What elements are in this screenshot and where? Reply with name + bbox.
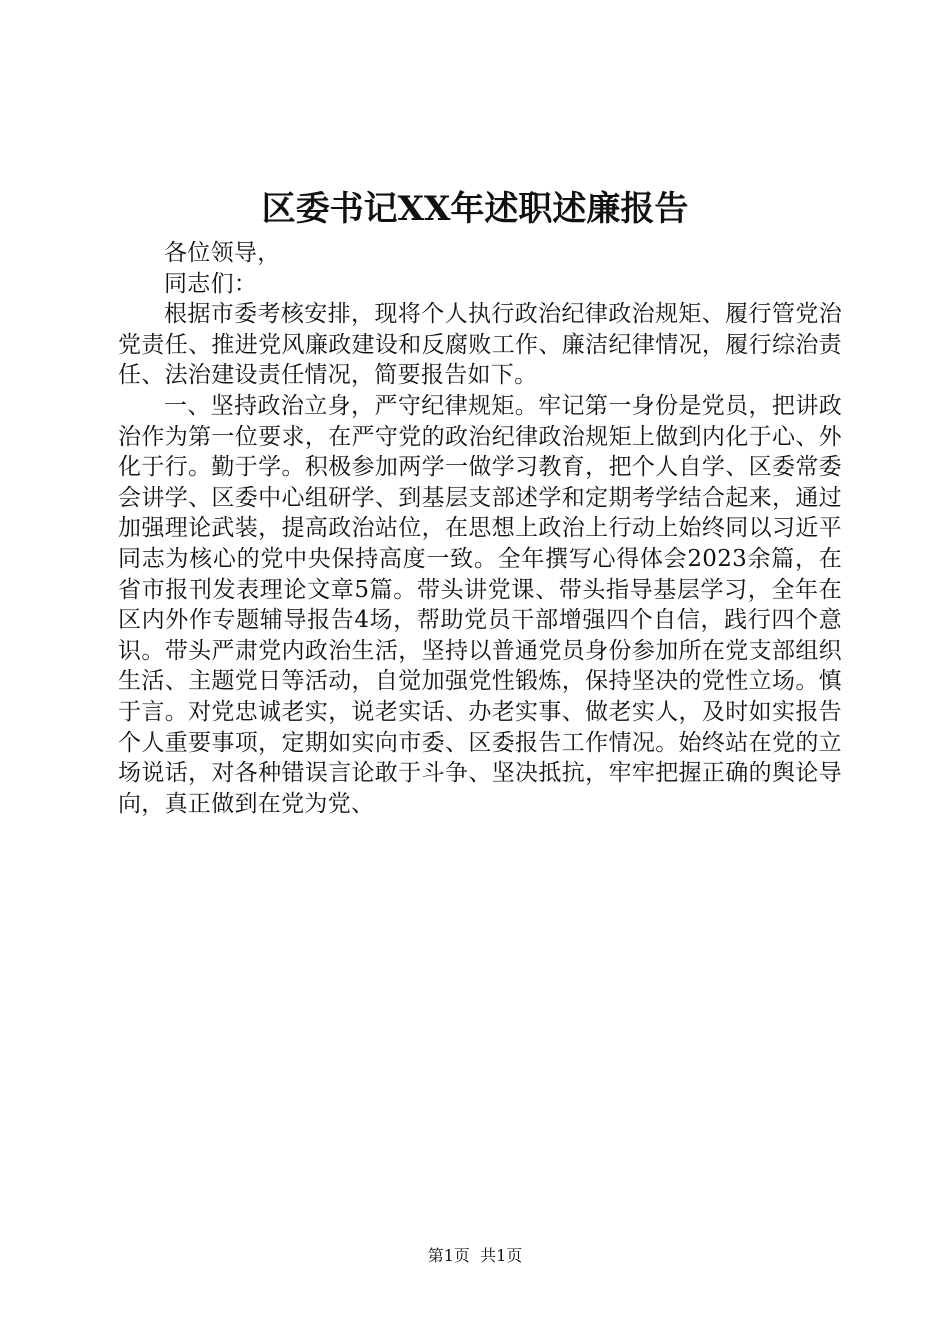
document-title: 区委书记XX年述职述廉报告 (261, 189, 689, 229)
salutation-leaders: 各位领导， (164, 240, 281, 266)
intro-paragraph: 根据市委考核安排，现将个人执行政治纪律政治规矩、履行管党治党责任、推进党风廉政建设和反腐败工作、廉洁纪律情况，履行综治责任、法治建设责任情况，简要报告如下。 (118, 301, 842, 389)
document-body (118, 238, 842, 819)
page-footer: 第1页 共1页 (427, 1246, 523, 1265)
section-one-paragraph: 一、坚持政治立身，严守纪律规矩。牢记第一身份是党员，把讲政治作为第一位要求，在严守党的政治纪律政治规矩上做到内化于心、外化于行。勤于学。积极参加两学一做学习教育，把个人自学、区委常委会讲学、区委中心组研学、到基层支部述学和定期考学结合起来，通过加强理论武装，提高政治站位，在思想上政治上行动上始终同以习近平同志为核心的党中央保持高度一致。全年撰写心得体会2023余篇，在省市报刊发表理论文章5篇。带头讲党课、带头指导基层学习，全年在区内外作专题辅导报告4场，帮助党员干部增强四个自信，践行四个意识。带头严肃党内政治生活，坚持以普通党员身份参加所在党支部组织生活、主题党日等活动，自觉加强党性锻炼，保持坚决的党性立场。慎于言。对党忠诚老实，说老实话、办老实事、做老实人，及时如实报告个人重要事项，定期如实向市委、区委报告工作情况。始终站在党的立场说话，对各种错误言论敢于斗争、坚决抵抗，牢牢把握正确的舆论导向，真正做到在党为党、 (118, 392, 842, 817)
salutation-comrades: 同志们： (164, 270, 258, 297)
